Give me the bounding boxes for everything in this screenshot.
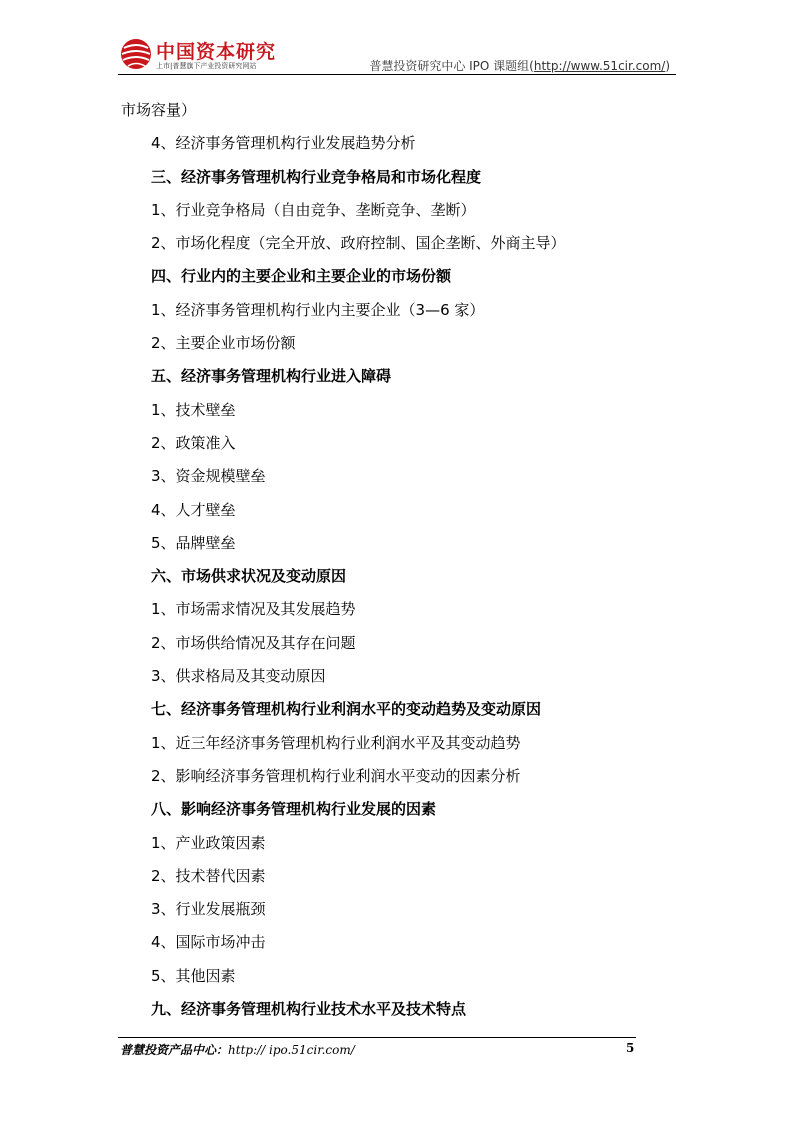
section-heading: 六、市场供求状况及变动原因	[151, 567, 347, 586]
section-heading: 五、经济事务管理机构行业进入障碍	[151, 367, 392, 386]
page-header	[118, 30, 676, 75]
list-item: 4、人才壁垒	[151, 500, 236, 519]
list-item: 1、行业竞争格局（自由竞争、垄断竞争、垄断）	[151, 200, 476, 219]
list-item: 3、供求格局及其变动原因	[151, 667, 326, 686]
logo-subtitle: 上市|普慧旗下产业投资研究网站	[156, 62, 257, 70]
list-item: 2、影响经济事务管理机构行业利润水平变动的因素分析	[151, 766, 521, 785]
logo	[118, 34, 278, 74]
section-heading: 七、经济事务管理机构行业利润水平的变动趋势及变动原因	[151, 700, 542, 719]
list-item: 1、产业政策因素	[151, 833, 266, 852]
list-item: 3、行业发展瓶颈	[151, 900, 266, 919]
list-item: 5、品牌壁垒	[151, 533, 236, 552]
header-close-paren: )	[665, 59, 670, 73]
footer-label	[120, 1041, 355, 1058]
list-item: 5、其他因素	[151, 966, 236, 985]
footer-center-name: 普慧投资产品中心：	[120, 1043, 229, 1057]
section-heading: 九、经济事务管理机构行业技术水平及技术特点	[151, 1000, 467, 1019]
list-item: 1、经济事务管理机构行业内主要企业（3—6 家）	[151, 300, 485, 319]
list-item: 1、技术壁垒	[151, 400, 236, 419]
footer-rule	[118, 1037, 636, 1038]
footer-url[interactable]: http:// ipo.51cir.com/	[228, 1043, 355, 1057]
list-item: 2、技术替代因素	[151, 866, 266, 885]
list-item: 3、资金规模壁垒	[151, 467, 266, 486]
list-item: 2、主要企业市场份额	[151, 334, 296, 353]
logo-title: 中国资本研究	[156, 41, 277, 63]
document-body	[121, 98, 681, 1030]
section-heading: 三、经济事务管理机构行业竞争格局和市场化程度	[151, 167, 482, 186]
list-item: 市场容量）	[121, 101, 197, 119]
section-heading: 四、行业内的主要企业和主要企业的市场份额	[151, 267, 452, 286]
list-item: 1、近三年经济事务管理机构行业利润水平及其变动趋势	[151, 733, 521, 752]
list-item: 2、市场供给情况及其存在问题	[151, 633, 356, 652]
section-heading: 八、影响经济事务管理机构行业发展的因素	[151, 800, 437, 819]
header-center-text: 普慧投资研究中心 IPO 课题组(	[369, 59, 534, 73]
list-item: 1、市场需求情况及其发展趋势	[151, 600, 356, 619]
list-item: 2、政策准入	[151, 433, 236, 452]
header-org-text	[369, 57, 670, 74]
header-link[interactable]: http://www.51cir.com/	[533, 59, 666, 73]
list-item: 2、市场化程度（完全开放、政府控制、国企垄断、外商主导）	[151, 234, 566, 253]
list-item: 4、经济事务管理机构行业发展趋势分析	[151, 134, 416, 153]
logo-globe-icon	[118, 34, 158, 74]
header-rule	[118, 74, 676, 75]
page-number: 5	[626, 1041, 635, 1055]
list-item: 4、国际市场冲击	[151, 933, 266, 952]
